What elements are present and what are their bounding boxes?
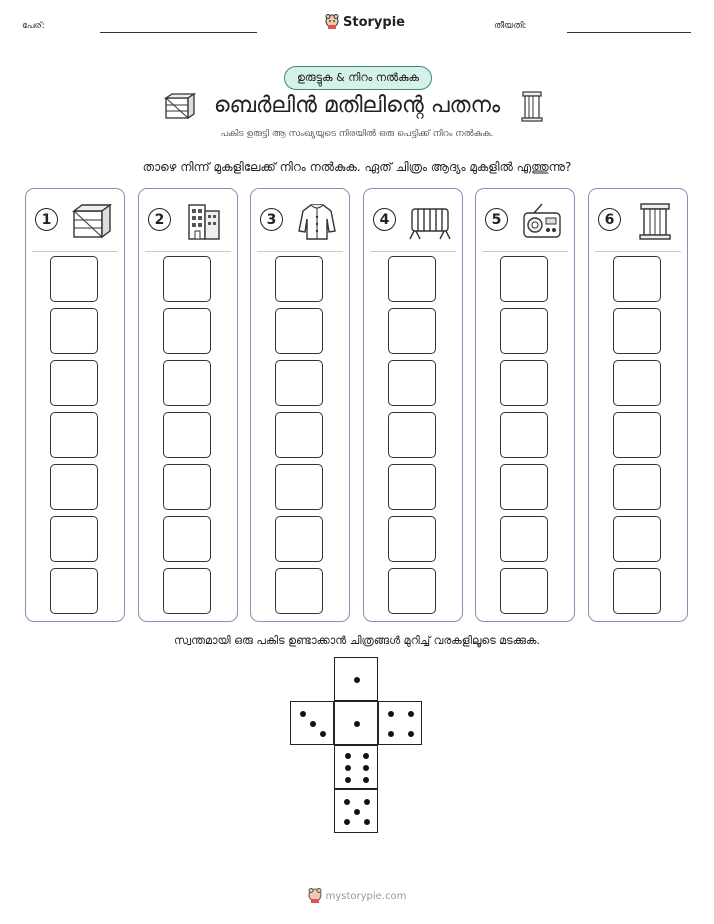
color-box[interactable]	[275, 568, 323, 614]
page-subtitle: പകിട ഉരുട്ടി ആ സംഖ്യയുടെ നിരയിൽ ഒരു പെട്ടിക്ക് നിറം നൽകുക.	[220, 129, 494, 139]
die-face-6	[334, 745, 378, 789]
column-6	[588, 188, 688, 622]
activity-pill: ഉരുട്ടുക & നിറം നൽകുക	[284, 66, 432, 90]
column-header	[26, 189, 124, 251]
wall-column-icon	[520, 90, 544, 122]
color-box[interactable]	[500, 568, 548, 614]
color-box[interactable]	[275, 516, 323, 562]
color-box[interactable]	[50, 256, 98, 302]
color-box[interactable]	[163, 360, 211, 406]
column-number: 1	[35, 208, 58, 231]
date-label: തീയതി:	[494, 21, 527, 31]
color-box[interactable]	[388, 464, 436, 510]
footer	[0, 888, 714, 904]
divider	[482, 251, 568, 252]
pip	[408, 711, 414, 717]
column-number: 3	[260, 208, 283, 231]
pip	[354, 721, 360, 727]
pip	[345, 765, 351, 771]
color-box[interactable]	[613, 256, 661, 302]
column-number: 5	[485, 208, 508, 231]
pip	[320, 731, 326, 737]
color-box[interactable]	[50, 464, 98, 510]
column-3	[250, 188, 350, 622]
color-box[interactable]	[388, 256, 436, 302]
color-box[interactable]	[500, 464, 548, 510]
pip	[354, 809, 360, 815]
pip	[363, 753, 369, 759]
pip	[364, 799, 370, 805]
winter-coat-icon	[295, 201, 339, 241]
column-number: 2	[148, 208, 171, 231]
color-box[interactable]	[613, 568, 661, 614]
column-2	[138, 188, 238, 622]
column-1	[25, 188, 125, 622]
pip	[363, 777, 369, 783]
column-header	[476, 189, 574, 251]
color-box[interactable]	[500, 308, 548, 354]
pip	[345, 753, 351, 759]
die-face-1	[334, 701, 378, 745]
pip	[363, 765, 369, 771]
die-face-3	[290, 701, 334, 745]
page-title: ബെർലിൻ മതിലിന്റെ പതനം	[213, 93, 501, 118]
pip	[354, 677, 360, 683]
pip	[344, 799, 350, 805]
divider	[595, 251, 681, 252]
color-box[interactable]	[50, 412, 98, 458]
divider	[370, 251, 456, 252]
date-field[interactable]	[567, 32, 691, 33]
brand-name: Storypie	[343, 14, 405, 30]
color-box[interactable]	[388, 412, 436, 458]
color-box[interactable]	[388, 360, 436, 406]
color-box[interactable]	[500, 516, 548, 562]
color-box[interactable]	[50, 568, 98, 614]
color-box[interactable]	[275, 256, 323, 302]
name-label: പേര്:	[22, 21, 45, 31]
pip	[388, 711, 394, 717]
crate-icon	[70, 201, 114, 241]
color-box[interactable]	[500, 360, 548, 406]
pip	[344, 819, 350, 825]
storypie-mascot-icon	[308, 888, 322, 904]
question-text: താഴെ നിന്ന് മുകളിലേക്ക് നിറം നൽകുക. ഏത് ചിത്രം ആദ്യം മുകളിൽ എത്തുന്നു?	[142, 160, 572, 174]
color-box[interactable]	[613, 516, 661, 562]
column-number: 6	[598, 208, 621, 231]
name-field[interactable]	[100, 32, 257, 33]
color-box[interactable]	[500, 256, 548, 302]
color-box[interactable]	[163, 256, 211, 302]
color-box[interactable]	[613, 412, 661, 458]
color-box[interactable]	[388, 516, 436, 562]
color-box[interactable]	[613, 308, 661, 354]
wall-column-icon	[633, 201, 677, 241]
radio-icon	[520, 201, 564, 241]
pip	[364, 819, 370, 825]
color-box[interactable]	[163, 308, 211, 354]
color-box[interactable]	[163, 464, 211, 510]
divider	[145, 251, 231, 252]
color-box[interactable]	[50, 516, 98, 562]
color-box[interactable]	[163, 412, 211, 458]
apartment-building-icon	[183, 201, 227, 241]
barrier-fence-icon	[408, 201, 452, 241]
color-box[interactable]	[163, 516, 211, 562]
pip	[388, 731, 394, 737]
color-box[interactable]	[275, 464, 323, 510]
pip	[408, 731, 414, 737]
column-number: 4	[373, 208, 396, 231]
die-face-4	[378, 701, 422, 745]
footer-url: mystorypie.com	[325, 890, 407, 902]
pip	[300, 711, 306, 717]
pip	[345, 777, 351, 783]
instruction-text: സ്വന്തമായി ഒരു പകിട ഉണ്ടാക്കാൻ ചിത്രങ്ങൾ മുറിച്ച് വരകളിലൂടെ മടക്കുക.	[174, 634, 540, 647]
die-face-1	[334, 657, 378, 701]
column-header	[139, 189, 237, 251]
pip	[310, 721, 316, 727]
color-box[interactable]	[275, 308, 323, 354]
color-box[interactable]	[388, 568, 436, 614]
color-box[interactable]	[163, 568, 211, 614]
column-header	[589, 189, 687, 251]
divider	[32, 251, 118, 252]
color-box[interactable]	[50, 360, 98, 406]
column-header	[364, 189, 462, 251]
color-box[interactable]	[50, 308, 98, 354]
divider	[257, 251, 343, 252]
column-5	[475, 188, 575, 622]
color-box[interactable]	[613, 360, 661, 406]
color-box[interactable]	[388, 308, 436, 354]
color-box[interactable]	[500, 412, 548, 458]
die-face-5	[334, 789, 378, 833]
brand-logo	[325, 14, 405, 30]
color-box[interactable]	[275, 360, 323, 406]
color-box[interactable]	[613, 464, 661, 510]
column-4	[363, 188, 463, 622]
color-box[interactable]	[275, 412, 323, 458]
storypie-mascot-icon	[325, 14, 339, 30]
column-header	[251, 189, 349, 251]
